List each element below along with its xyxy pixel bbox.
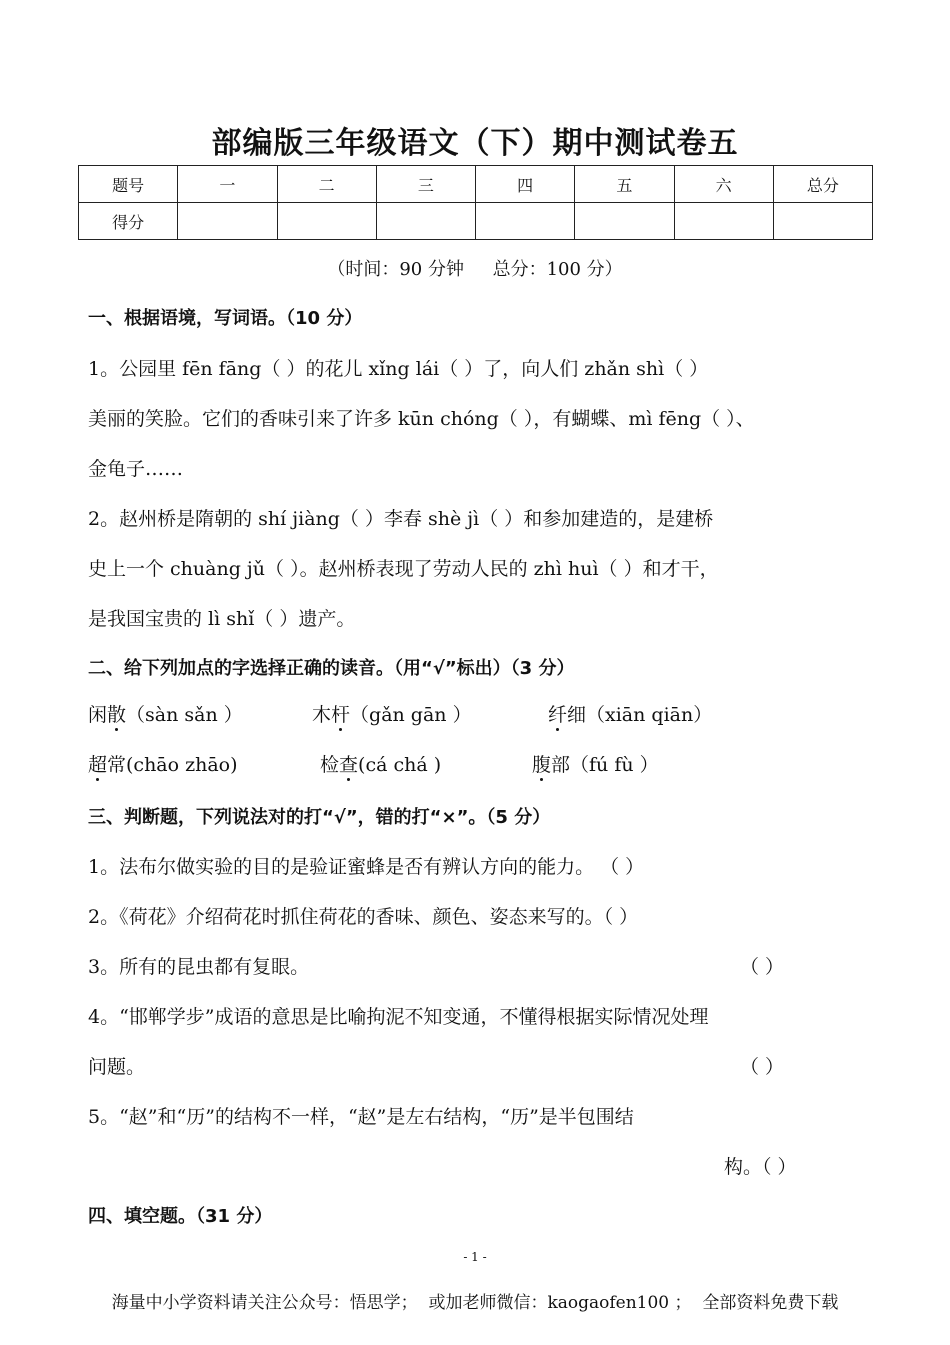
question-line: 2。赵州桥是隋朝的 shí jiàng（ ）李春 shè jì（ ）和参加建造的，是建桥 — [88, 508, 714, 530]
pinyin-options: 部（fú fù ） — [551, 754, 659, 776]
question-line: 1。公园里 fēn fāng（ ）的花儿 xǐng lái（ ）了，向人们 zhǎn shì（ ） — [88, 358, 709, 380]
score-table-header-cell: 五 — [575, 166, 674, 203]
pinyin-item-2 — [312, 700, 472, 727]
section-4-heading: 四、填空题。（31 分） — [88, 1206, 273, 1227]
question-line: 是我国宝贵的 lì shǐ（ ）遗产。 — [88, 608, 356, 630]
pinyin-item-3 — [548, 700, 712, 727]
score-table-header-cell: 题号 — [79, 166, 178, 203]
question-line: 史上一个 chuàng jǔ（ ）。赵州桥表现了劳动人民的 zhì huì（ ）和才干， — [88, 558, 719, 580]
pinyin-item-5 — [320, 750, 441, 777]
score-table-header-cell: 总分 — [773, 166, 872, 203]
answer-parens: （ ） — [740, 1056, 785, 1078]
pinyin-item-4 — [88, 750, 238, 777]
section-1-heading: 一、根据语境，写词语。（10 分） — [88, 308, 363, 329]
char: 木 — [312, 704, 332, 726]
judge-question-2: 2。《荷花》介绍荷花时抓住荷花的香味、颜色、姿态来写的。（ ） — [88, 906, 639, 928]
pinyin-options: 细（xiān qiān） — [567, 704, 713, 726]
score-table-header-row — [79, 166, 873, 203]
dotted-char: 腹 — [532, 750, 551, 777]
score-row-label: 得分 — [79, 203, 178, 240]
page-number: - 1 - — [463, 1250, 487, 1264]
answer-parens: （ ） — [740, 956, 785, 978]
score-cell[interactable] — [773, 203, 872, 240]
score-cell[interactable] — [277, 203, 376, 240]
score-cell[interactable] — [575, 203, 674, 240]
dotted-char: 散 — [107, 700, 126, 727]
pinyin-options: 常(chāo zhāo) — [107, 754, 238, 776]
pinyin-options: (cá chá ) — [358, 754, 442, 776]
pinyin-options: （sàn sǎn ） — [126, 704, 243, 726]
dotted-char: 纤 — [548, 700, 567, 727]
score-table-header-cell: 二 — [277, 166, 376, 203]
judge-question-5-cont: 构。（ ） — [724, 1156, 797, 1178]
pinyin-item-6 — [532, 750, 659, 777]
char: 检 — [320, 754, 340, 776]
score-cell[interactable] — [476, 203, 575, 240]
score-cell[interactable] — [674, 203, 773, 240]
pinyin-options: （gǎn gān ） — [350, 704, 472, 726]
score-table-header-cell: 三 — [376, 166, 475, 203]
score-cell[interactable] — [376, 203, 475, 240]
char: 闲 — [88, 704, 108, 726]
time-info: （时间：90 分钟 总分：100 分） — [327, 259, 623, 280]
dotted-char: 超 — [88, 750, 107, 777]
question-line: 金龟子…… — [88, 458, 184, 480]
score-table-score-row — [79, 203, 873, 240]
judge-question-1: 1。法布尔做实验的目的是验证蜜蜂是否有辨认方向的能力。 （ ） — [88, 856, 645, 878]
judge-question-4-cont: 问题。 — [88, 1056, 146, 1078]
section-3-heading: 三、判断题，下列说法对的打“√”，错的打“×”。（5 分） — [88, 807, 551, 828]
judge-question-5: 5。“赵”和“历”的结构不一样，“赵”是左右结构，“历”是半包围结 — [88, 1106, 634, 1128]
question-line: 美丽的笑脸。它们的香味引来了许多 kūn chóng（ ），有蝴蝶、mì fēng（ ）、 — [88, 408, 755, 430]
dotted-char: 杆 — [331, 700, 350, 727]
score-table-header-cell: 六 — [674, 166, 773, 203]
score-table — [78, 165, 873, 240]
page-title: 部编版三年级语文（下）期中测试卷五 — [211, 126, 739, 161]
score-table-header-cell: 四 — [476, 166, 575, 203]
judge-question-4: 4。“邯郸学步”成语的意思是比喻拘泥不知变通，不懂得根据实际情况处理 — [88, 1006, 709, 1028]
pinyin-item-1 — [88, 700, 243, 727]
score-table-header-cell: 一 — [178, 166, 277, 203]
judge-question-3: 3。所有的昆虫都有复眼。 — [88, 956, 310, 978]
dotted-char: 查 — [339, 750, 358, 777]
footer-note: 海量中小学资料请关注公众号：悟思学； 或加老师微信：kaogaofen100 ； 全部资料免费下载 — [111, 1293, 839, 1313]
score-cell[interactable] — [178, 203, 277, 240]
section-2-heading: 二、给下列加点的字选择正确的读音。（用“√”标出）（3 分） — [88, 658, 575, 679]
